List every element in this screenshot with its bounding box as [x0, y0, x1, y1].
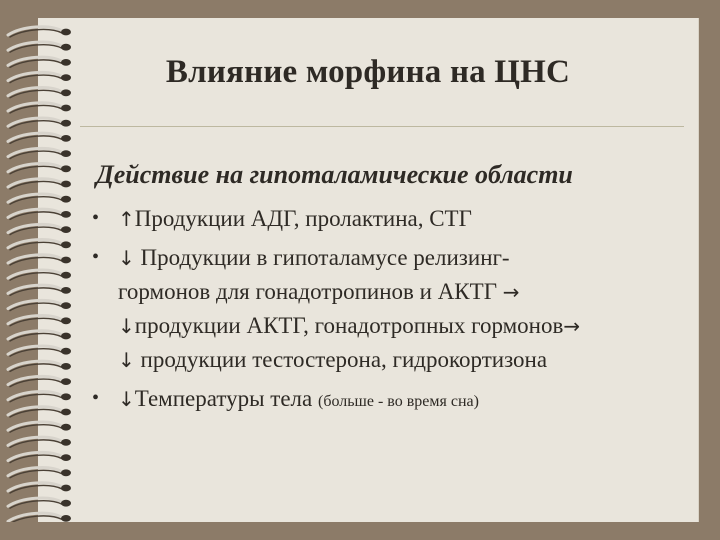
- item-line: [118, 382, 702, 418]
- binding-ring: [8, 361, 71, 371]
- binding-ring: [8, 270, 71, 280]
- binding-ring: [8, 300, 71, 310]
- item-note: (больше - во время сна): [317, 393, 479, 410]
- binding-ring: [8, 179, 71, 189]
- binding-ring: [8, 331, 71, 341]
- binding-ring: [8, 285, 71, 295]
- item-text: Продукции в гипоталамусе релизинг-: [134, 245, 510, 270]
- binding-ring: [8, 118, 71, 128]
- bullet-icon: •: [92, 387, 100, 409]
- binding-ring: [8, 452, 71, 462]
- binding-ring: [8, 316, 71, 326]
- arrow-down-icon: ↓: [118, 387, 135, 411]
- list-item: [92, 202, 702, 236]
- binding-ring: [8, 240, 71, 250]
- item-text: гормонов для гонадотропинов и АКТГ: [118, 279, 503, 304]
- binding-ring: [8, 255, 71, 265]
- binding-ring: [8, 437, 71, 447]
- list-item: [92, 382, 702, 418]
- item-text: продукции тестостерона, гидрокортизона: [134, 347, 548, 372]
- binding-ring: [8, 164, 71, 174]
- binding-ring: [8, 346, 71, 356]
- bullet-icon: •: [92, 207, 100, 229]
- binding-ring: [8, 194, 71, 204]
- binding-ring: [8, 513, 71, 522]
- item-line: [118, 241, 702, 275]
- binding-ring: [8, 422, 71, 432]
- item-line: [118, 309, 702, 343]
- spiral-binding: [0, 18, 80, 522]
- binding-ring: [8, 376, 71, 386]
- binding-ring: [8, 224, 71, 234]
- arrow-down-icon: ↓: [118, 348, 135, 372]
- binding-ring: [8, 392, 71, 402]
- slide-title: Влияние морфина на ЦНС: [165, 54, 571, 90]
- binding-ring: [8, 27, 71, 37]
- arrow-right-icon: →: [563, 314, 581, 338]
- item-line: [118, 202, 702, 236]
- bullet-list: [92, 202, 702, 423]
- bullet-icon: •: [92, 246, 100, 268]
- binding-ring: [8, 103, 71, 113]
- binding-ring: [8, 483, 71, 493]
- item-line: [118, 343, 702, 377]
- arrow-down-icon: ↓: [118, 314, 135, 338]
- binding-ring: [8, 133, 71, 143]
- item-text: Температуры тела: [134, 386, 318, 411]
- arrow-right-icon: →: [502, 280, 520, 304]
- binding-ring: [8, 209, 71, 219]
- list-item: [92, 241, 702, 377]
- binding-ring: [8, 42, 71, 52]
- item-text: Продукции АДГ, пролактина, СТГ: [134, 206, 472, 231]
- item-line: [118, 275, 702, 309]
- title-divider: [80, 126, 684, 127]
- arrow-down-icon: ↓: [118, 246, 135, 270]
- binding-ring: [8, 498, 71, 508]
- binding-ring: [8, 148, 71, 158]
- item-text: продукции АКТГ, гонадотропных гормонов: [134, 313, 564, 338]
- arrow-up-icon: ↑: [118, 207, 135, 231]
- binding-ring: [8, 468, 71, 478]
- binding-ring: [8, 407, 71, 417]
- slide-subtitle: Действие на гипоталамические области: [96, 160, 573, 189]
